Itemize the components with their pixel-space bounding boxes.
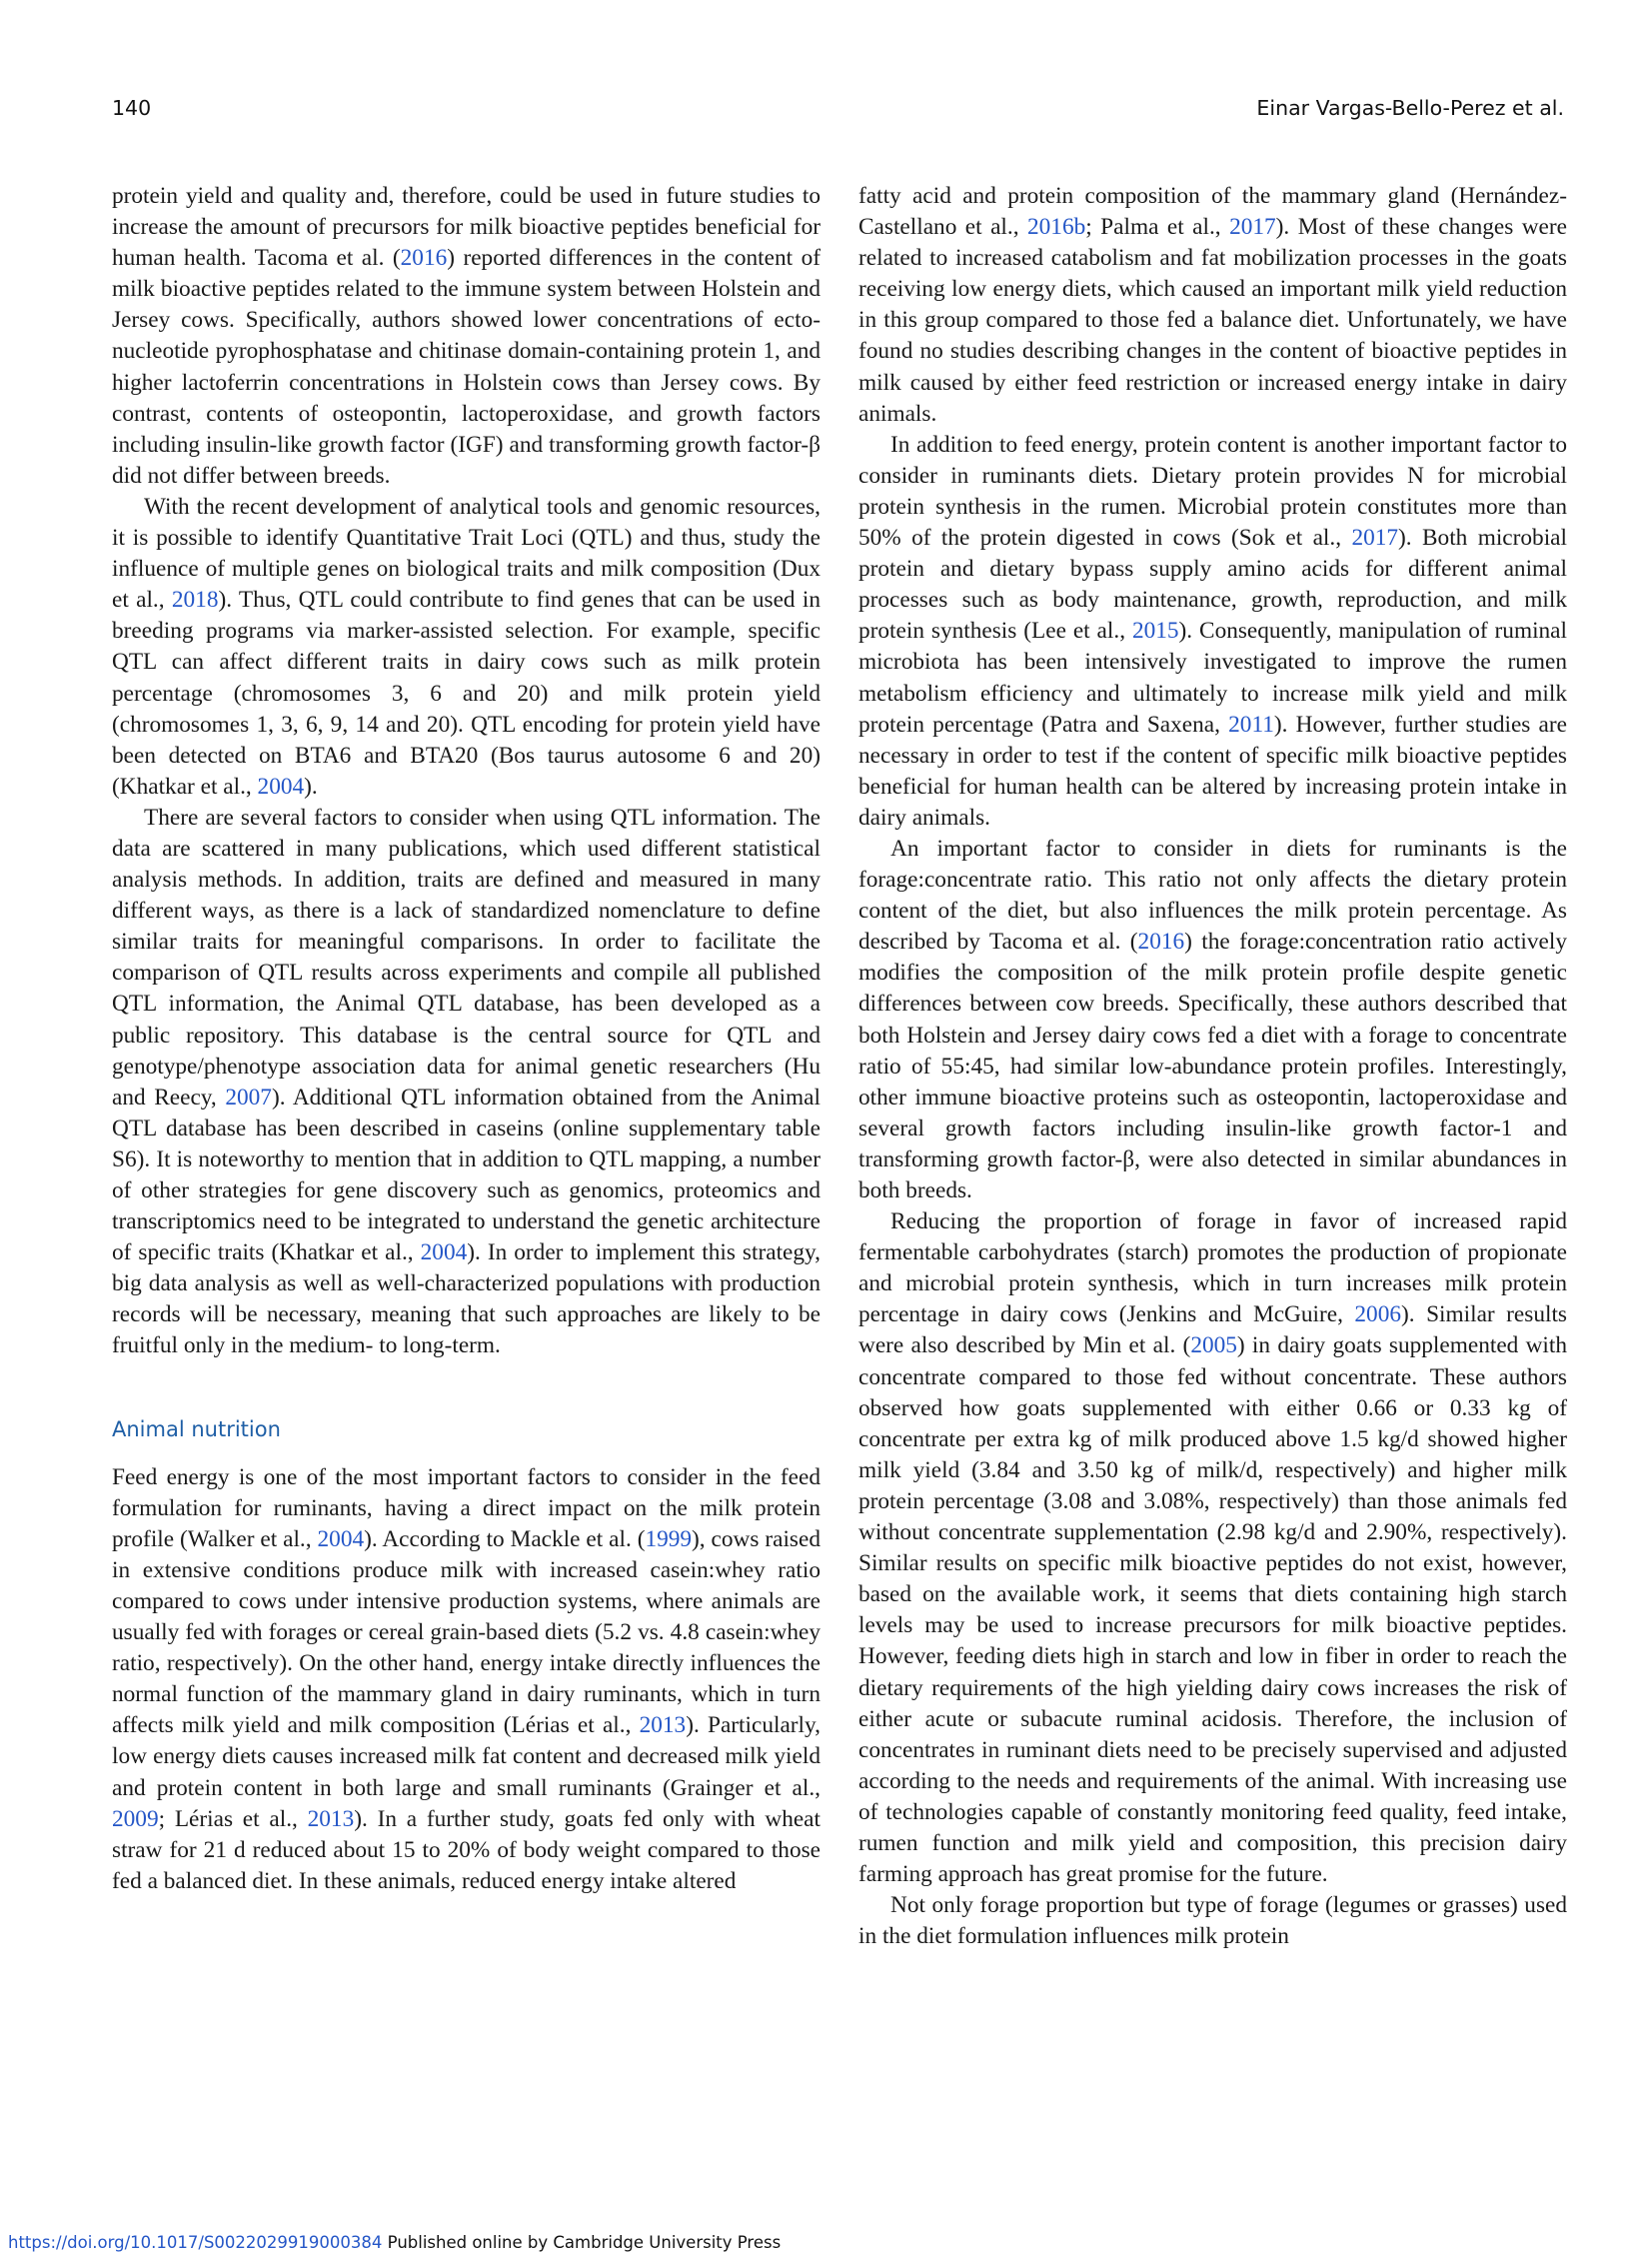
page-number: 140 xyxy=(112,96,152,120)
text: There are several factors to consider when using QTL information. The data are scattered in many publications, which used different statistical analysis methods. In addition, traits are defined and measured in many different ways, as there is a lack of standardized nomenclature to define similar traits for meaningful comparisons. In order to facilitate the comparison of QTL results across experiments and compile all published QTL information, the Animal QTL database, has been developed as a public repository. This database is the central source for QTL and genotype/phenotype association data for animal genetic researchers (Hu and Reecy, xyxy=(112,804,821,1111)
paragraph xyxy=(858,430,1567,834)
text: ). Additional QTL information obtained from the Animal QTL database has been described in caseins (online supplementary table S6). It is noteworthy to mention that in addition to QTL mapping, a number of other strategies for gene discovery such as genomics, proteomics and transcriptomics need to be integrated to understand the genetic architecture of specific traits (Khatkar et al., xyxy=(112,1084,821,1266)
paragraph xyxy=(858,834,1567,1206)
citation-link[interactable]: 2004 xyxy=(420,1239,468,1266)
text: ). Particularly, low energy diets causes increased milk fat content and decreased milk yield and protein content in both large and small ruminants (Grainger et al., xyxy=(112,1712,821,1801)
paragraph xyxy=(112,181,821,492)
citation-link[interactable]: 2007 xyxy=(225,1084,272,1111)
paragraph xyxy=(858,1890,1567,1952)
paragraph xyxy=(858,1206,1567,1890)
text: Feed energy is one of the most important factors to consider in the feed formulation for ruminants, having a direct impact on the milk protein profile (Walker et al., xyxy=(112,1463,821,1552)
citation-link[interactable]: 2016 xyxy=(1137,929,1185,956)
paragraph xyxy=(112,803,821,1362)
citation-link[interactable]: 2013 xyxy=(639,1712,687,1739)
footer xyxy=(8,2233,781,2252)
citation-link[interactable]: 2004 xyxy=(317,1525,365,1552)
text: ). Consequently, manipulation of ruminal microbiota has been intensively investigated to improve the rumen metabolism efficiency and ultimately to increase milk yield and milk protein percentage (Patra and Saxena, xyxy=(858,618,1567,738)
running-header-authors: Einar Vargas-Bello-Perez et al. xyxy=(1256,96,1564,120)
citation-link[interactable]: 2013 xyxy=(307,1805,355,1832)
doi-link[interactable]: https://doi.org/10.1017/S0022029919000384 xyxy=(8,2233,383,2252)
citation-link[interactable]: 2015 xyxy=(1131,618,1179,645)
text: protein yield and quality and, therefore, could be used in future studies to increase the amount of precursors for milk bioactive peptides beneficial for human health. Tacoma et al. ( xyxy=(112,183,821,272)
text: ). Most of these changes were related to increased catabolism and fat mobilization processes in the goats receiving low energy diets, which caused an important milk yield reduction in this group compared to those fed a balance diet. Unfortunately, we have found no studies describing changes in the content of bioactive peptides in milk caused by either feed restriction or increased energy intake in dairy animals. xyxy=(858,214,1567,427)
paragraph xyxy=(112,492,821,803)
left-column xyxy=(112,181,821,1897)
text: fatty acid and protein composition of the mammary gland (Hernández-Castellano et al., xyxy=(858,183,1567,241)
publisher-note: Published online by Cambridge University Press xyxy=(387,2233,782,2252)
text: ). Similar results were also described by Min et al. ( xyxy=(858,1301,1567,1359)
text: ). According to Mackle et al. ( xyxy=(364,1525,646,1552)
text: With the recent development of analytical tools and genomic resources, it is possible to identify Quantitative Trait Loci (QTL) and thus, study the influence of multiple genes on biological traits and milk composition (Dux et al., xyxy=(112,493,821,614)
paragraph xyxy=(858,181,1567,430)
text: ). In a further study, goats fed only with wheat straw for 21 d reduced about 15 to 20% of body weight compared to those fed a balanced diet. In these animals, reduced energy intake altered xyxy=(112,1805,821,1894)
text: ). In order to implement this strategy, big data analysis as well as well-characterized populations with production records will be necessary, meaning that such approaches are likely to be fruitful only in the medium- to long-term. xyxy=(112,1239,821,1359)
paragraph xyxy=(112,1462,821,1897)
citation-link[interactable]: 2016 xyxy=(400,245,448,272)
text: ). However, further studies are necessary in order to test if the content of specific milk bioactive peptides beneficial for human health can be altered by increasing protein intake in dairy animals. xyxy=(858,711,1567,831)
citation-link[interactable]: 2016b xyxy=(1027,214,1086,241)
text: ). xyxy=(304,773,318,800)
text: ) in dairy goats supplemented with concentrate compared to those fed without concentrate. These authors observed how goats supplemented with either 0.66 or 0.33 kg of concentrate per extra kg of milk produced above 1.5 kg/d showed higher milk yield (3.84 and 3.50 kg of milk/d, respectively) and higher milk protein percentage (3.08 and 3.08%, respectively) than those animals fed without concentrate supplementation (2.98 kg/d and 2.90%, respectively). Similar results on specific milk bioactive peptides do not exist, however, based on the available work, it seems that diets containing high starch levels may be used to increase precursors for milk bioactive peptides. However, feeding diets high in starch and low in fiber in order to reach the dietary requirements of the high yielding dairy cows increases the risk of either acute or subacute ruminal acidosis. Therefore, the inclusion of concentrates in ruminant diets need to be precisely supervised and adjusted according to the needs and requirements of the animal. With increasing use of technologies capable of constantly monitoring feed quality, feed intake, rumen function and milk yield and composition, this precision dairy farming approach has great promise for the future. xyxy=(858,1332,1568,1888)
citation-link[interactable]: 2017 xyxy=(1229,214,1276,241)
section-heading: Animal nutrition xyxy=(112,1416,281,1441)
text: ). Both microbial protein and dietary bypass supply amino acids for different animal processes such as body maintenance, growth, reproduction, and milk protein synthesis (Lee et al., xyxy=(858,525,1567,645)
citation-link[interactable]: 2018 xyxy=(171,587,219,614)
citation-link[interactable]: 2004 xyxy=(257,773,305,800)
citation-link[interactable]: 2017 xyxy=(1351,525,1399,552)
right-column xyxy=(858,181,1567,1952)
text: Not only forage proportion but type of forage (legumes or grasses) used in the diet formulation influences milk protein xyxy=(858,1892,1567,1950)
text: An important factor to consider in diets for ruminants is the forage:concentrate ratio. This ratio not only affects the dietary protein content of the diet, but also influences the milk protein percentage. As described by Tacoma et al. ( xyxy=(858,835,1567,956)
text: ), cows raised in extensive conditions produce milk with increased casein:whey ratio compared to cows under intensive production systems, where animals are usually fed with forages or cereal grain-based diets (5.2 vs. 4.8 casein:whey ratio, respectively). On the other hand, energy intake directly influences the normal function of the mammary gland in dairy ruminants, which in turn affects milk yield and milk composition (Lérias et al., xyxy=(112,1525,821,1739)
citation-link[interactable]: 2006 xyxy=(1354,1301,1401,1328)
text: ; Palma et al., xyxy=(1085,214,1230,241)
citation-link[interactable]: 2011 xyxy=(1228,711,1274,738)
text: ; Lérias et al., xyxy=(158,1805,308,1832)
citation-link[interactable]: 2009 xyxy=(112,1805,159,1832)
citation-link[interactable]: 1999 xyxy=(645,1525,693,1552)
text: ) the forage:concentration ratio actively modifies the composition of the milk protein profile despite genetic differences between cow breeds. Specifically, these authors described that both Holstein and Jersey dairy cows fed a diet with a forage to concentrate ratio of 55:45, had similar low-abundance protein profiles. Interestingly, other immune bioactive proteins such as osteopontin, lactoperoxidase and several growth factors including insulin-like growth factor-1 and transforming growth factor-β, were also detected in similar abundances in both breeds. xyxy=(858,929,1567,1203)
citation-link[interactable]: 2005 xyxy=(1190,1332,1237,1359)
text: In addition to feed energy, protein content is another important factor to consider in ruminants diets. Dietary protein provides N for microbial protein synthesis in the rumen. Microbial protein constitutes more than 50% of the protein digested in cows (Sok et al., xyxy=(858,431,1567,552)
text: ) reported differences in the content of milk bioactive peptides related to the immune system between Holstein and Jersey cows. Specifically, authors showed lower concentrations of ecto-nucleotide pyrophosphatase and chitinase domain-containing protein 1, and higher lactoferrin concentrations in Holstein cows than Jersey cows. By contrast, contents of osteopontin, lactoperoxidase, and growth factors including insulin-like growth factor (IGF) and transforming growth factor-β did not differ between breeds. xyxy=(112,245,821,489)
text: ). Thus, QTL could contribute to find genes that can be used in breeding programs via marker-assisted selection. For example, specific QTL can affect different traits in dairy cows such as milk protein percentage (chromosomes 3, 6 and 20) and milk protein yield (chromosomes 1, 3, 6, 9, 14 and 20). QTL encoding for protein yield have been detected on BTA6 and BTA20 (Bos taurus autosome 6 and 20) (Khatkar et al., xyxy=(112,587,821,800)
text: Reducing the proportion of forage in favor of increased rapid fermentable carbohydrates (starch) promotes the production of propionate and microbial protein synthesis, which in turn increases milk protein percentage in dairy cows (Jenkins and McGuire, xyxy=(858,1208,1567,1328)
